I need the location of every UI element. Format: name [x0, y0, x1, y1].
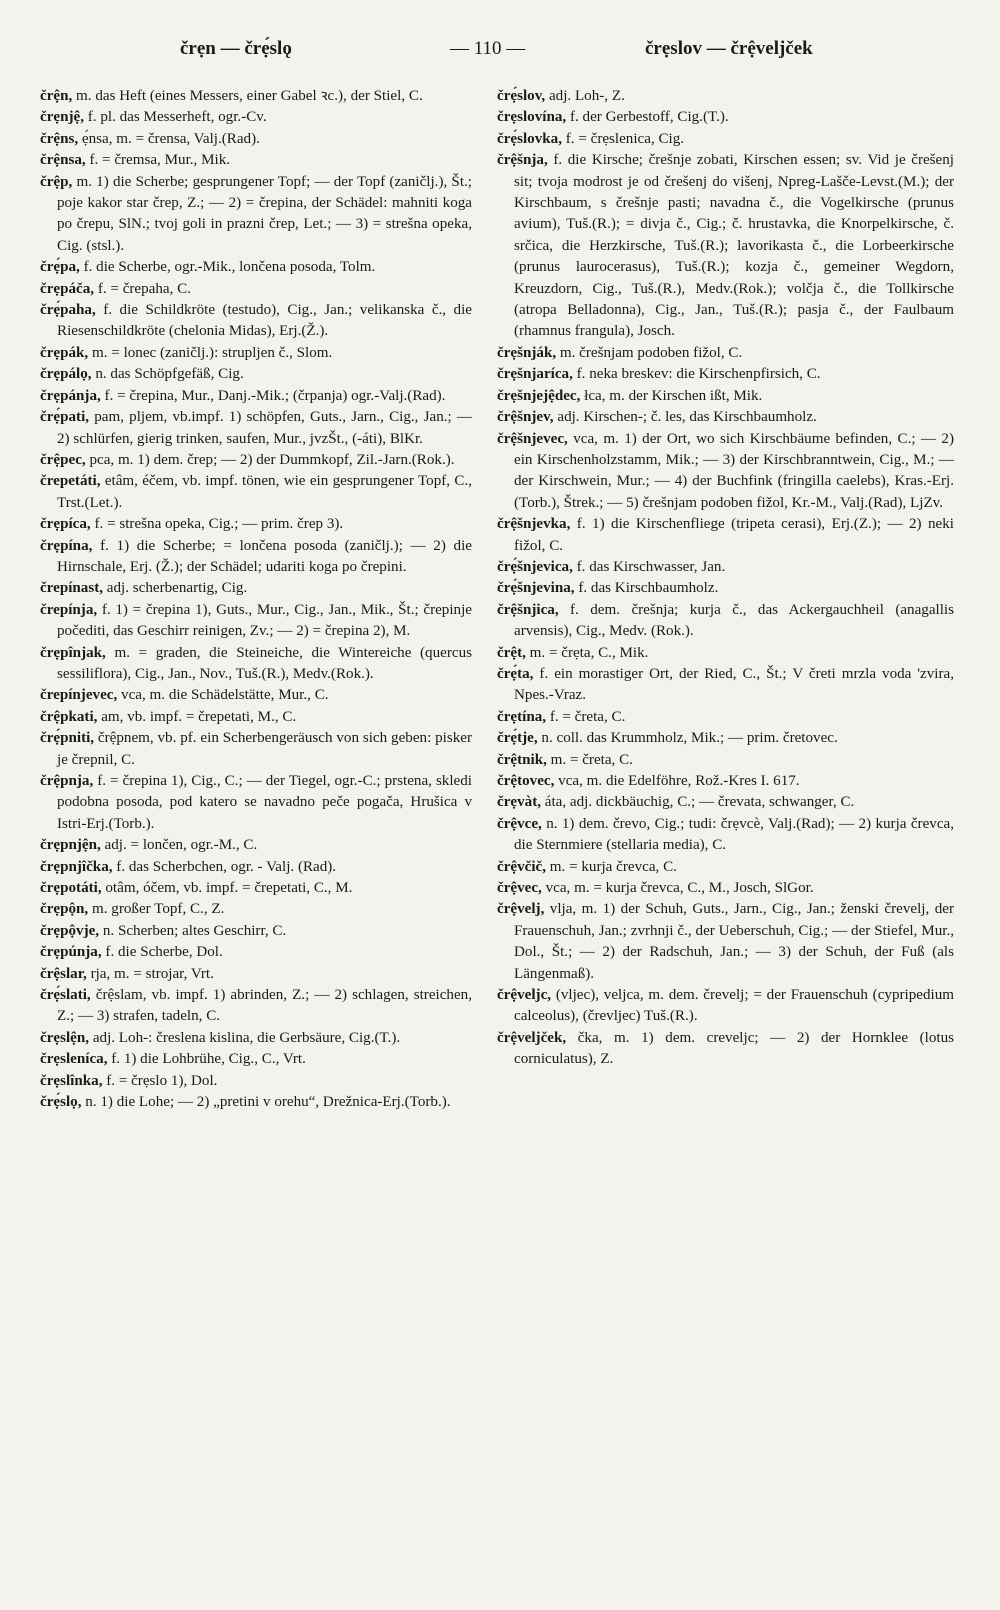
entry-headword: črẹpộvje, [40, 922, 100, 939]
entry-definition: f. die Scherbe, Dol. [101, 944, 223, 961]
entry-headword: črẹpák, [40, 344, 89, 361]
dictionary-entry [40, 771, 472, 835]
entry-definition: (vljec), veljca, m. dem. črevelj; = der Frauenschuh (cypripedium calceolus), (črevljec) Tuš.(R.). [514, 987, 954, 1025]
entry-definition: f. die Scherbe, ogr.-Mik., lončena posoda, Tolm. [79, 259, 376, 276]
entry-definition: f. = črepina 1), Cig., C.; — der Tiegel, ogr.-C.; prstena, skledi podobna posoda, pod katero se navadno peče pogača, Hrušica v Istri-Erj.(Torb.). [57, 773, 472, 832]
dictionary-entry [497, 985, 954, 1028]
dictionary-entry [40, 514, 472, 535]
entry-definition: f. neka breskev: die Kirschenpfirsich, C. [572, 366, 821, 383]
dictionary-entry [40, 857, 472, 878]
entry-definition: f. = črẹslo 1), Dol. [102, 1072, 218, 1089]
dictionary-entry [40, 878, 472, 899]
dictionary-entry [40, 1049, 472, 1070]
entry-definition: f. 1) die Scherbe; = lončena posoda (zaničlj.); — 2) die Hirnschale, Erj. (Ž.); der Schädel; udariti koga po črepini. [57, 537, 472, 575]
entry-definition: f. 1) = črepina 1), Guts., Mur., Cig., Jan., Mik., Št.; črepinje počediti, das Geschirr reinigen, Zv.; — 2) = črepina 2), M. [57, 601, 472, 640]
entry-definition: etâm, éčem, vb. impf. tönen, wie ein gesprungener Topf, C., Trst.(Let.). [57, 473, 472, 511]
entry-definition: łca, m. der Kirschen ißt, Mik. [580, 387, 763, 404]
entry-definition: čka, m. 1) dem. creveljc; — 2) der Hornklee (lotus corniculatus), Z. [514, 1029, 954, 1068]
entry-definition: m. = graden, die Steineiche, die Wintereiche (quercus sessiliflora), Cig., Jan., Nov., Tuš.(R.), Medv.(Rok.). [57, 644, 472, 682]
dictionary-entry [497, 150, 954, 343]
dictionary-entry [40, 600, 472, 643]
entry-definition: n. 1) dem. črevo, Cig.; tudi: črẹvcè, Valj.(Rad); — 2) kurja črevca, die Sternmiere (stellaria media), C. [514, 815, 954, 854]
entry-headword: črệšnjevka, [497, 516, 571, 533]
entry-headword: črẹpína, [40, 537, 93, 554]
dictionary-entry [497, 129, 954, 150]
dictionary-entry [40, 450, 472, 471]
dictionary-entry [497, 600, 954, 643]
dictionary-entry [40, 835, 472, 856]
dictionary-entry [497, 728, 954, 749]
header-left-guideword: črẹn — črẹ́slǫ [180, 38, 292, 59]
entry-definition: m. großer Topf, C., Z. [88, 901, 225, 918]
dictionary-entry [40, 964, 472, 985]
dictionary-entry [497, 557, 954, 578]
entry-definition: f. = čremsa, Mur., Mik. [85, 152, 231, 169]
entry-definition: f. die Kirsche; črešnje zobati, Kirschen essen; sv. Vid je črešenj sit; tvoja modrost je od črešenj do višenj, Npreg-Lašče-Levst.(M.); der Kirschbaum, s črešnje pasti; navadna č., die Vogelkirsche (prunus avium), Tuš.(R.); = divja č., Cig.; č. hrustavka, die Knorpelkirsche, č. srčica, die Herzkirsche, Tuš.(R.); lavorikasta č., die Lorbeerkirsche (prunus laurocerasus), Tuš.(R.); kozja č., gemeiner Wegdorn, Kreuzdorn, Cig., Tuš.(R.), Medv.(Rok.); volčja č., die Tollkirsche (atropa Belladonna), Cig., Jan., Tuš.(R.); pasja č., der Faulbaum (rhamnus frangula), Josch. [514, 152, 954, 340]
entry-headword: črẹ́pati, [40, 409, 90, 426]
entry-headword: črệns, [40, 130, 79, 147]
entry-definition: adj. Loh-, Z. [545, 88, 625, 104]
entry-headword: črệvčič, [497, 858, 547, 875]
entry-headword: črẹpálọ, [40, 366, 92, 383]
dictionary-entry [40, 407, 472, 450]
dictionary-entry [40, 942, 472, 963]
entry-headword: črepínast, [40, 580, 104, 597]
entry-definition: m. črešnjam podoben fižol, C. [556, 344, 743, 361]
entry-headword: črẹslovína, [497, 109, 567, 126]
entry-headword: črẹ́slov, [497, 88, 546, 104]
entry-headword: črepínja, [40, 601, 98, 618]
dictionary-entry [497, 750, 954, 771]
entry-definition: f. = črepina, Mur., Danj.-Mik.; (črpanja) ogr.-Valj.(Rad). [100, 387, 446, 404]
dictionary-entry [497, 578, 954, 599]
entry-definition: f. ein morastiger Ort, der Ried, C., Št.; V čreti mrzla voda 'zvira, Npes.-Vraz. [514, 665, 954, 704]
entry-definition: f. = črepaha, C. [94, 280, 192, 297]
dictionary-entry [40, 343, 472, 364]
dictionary-entry [40, 578, 472, 599]
dictionary-entry [40, 1028, 472, 1049]
entry-headword: črẹvàt, [497, 794, 541, 811]
dictionary-entry [40, 107, 472, 128]
entry-headword: črệpnja, [40, 773, 94, 789]
dictionary-entry [40, 643, 472, 686]
entry-definition: f. dem. črešnja; kurja č., das Ackergauchheil (anagallis arvensis), Cig., Medv. (Rok.). [514, 601, 954, 640]
entry-definition: n. coll. das Krummholz, Mik.; — prim. čretovec. [537, 730, 838, 747]
entry-headword: črẹpînjak, [40, 644, 106, 661]
entry-definition: m. = kurja črevca, C. [546, 858, 677, 875]
entry-definition: áta, adj. dickbäuchig, C.; — črevata, schwanger, C. [541, 794, 855, 811]
dictionary-entry [40, 150, 472, 171]
entry-definition: adj. Kirschen-; č. les, das Kirschbaumholz. [553, 409, 817, 426]
dictionary-entry [497, 857, 954, 878]
entry-headword: črẹpíca, [40, 516, 91, 533]
entry-headword: črẹtína, [497, 708, 547, 725]
entry-definition: f. pl. das Messerheft, ogr.-Cv. [84, 109, 267, 126]
dictionary-entry [40, 921, 472, 942]
entry-headword: črẹslînka, [40, 1072, 103, 1089]
entry-headword: črẹpotáti, [40, 880, 102, 897]
entry-definition: n. Scherben; altes Geschirr, C. [99, 922, 287, 939]
entry-headword: črệvce, [497, 815, 542, 832]
dictionary-entry [497, 707, 954, 728]
dictionary-entry [40, 1092, 472, 1113]
dictionary-entry [40, 172, 472, 258]
entry-definition: m. das Heft (eines Messers, einer Gabel ꝛc.), der Stiel, C. [72, 88, 423, 104]
entry-headword: črepetáti, [40, 473, 101, 490]
dictionary-entry [40, 899, 472, 920]
entry-definition: pam, pljem, vb.impf. 1) schöpfen, Guts., Jarn., Cig., Jan.; — 2) schlürfen, gierig trinken, saufen, Mur., jvzŠt., (-áti), BlKr. [57, 409, 472, 447]
dictionary-entry [497, 429, 954, 515]
entry-definition: am, vb. impf. = črepetati, M., C. [97, 708, 297, 725]
entry-headword: črẹ́tje, [497, 730, 538, 747]
dictionary-entry [497, 643, 954, 664]
page-number: — 110 — [450, 38, 526, 59]
entry-headword: črệšnjevec, [497, 430, 568, 447]
dictionary-entry [40, 707, 472, 728]
entry-headword: črệnsa, [40, 152, 86, 169]
dictionary-entry [497, 86, 954, 107]
entry-definition: f. das Kirschwasser, Jan. [572, 558, 726, 575]
entry-headword: črẹšnjejệdec, [497, 387, 581, 404]
entry-headword: črẹšnjaríca, [497, 366, 573, 383]
entry-definition: f. das Scherbchen, ogr. - Valj. (Rad). [112, 858, 337, 875]
entry-headword: črệp, [40, 173, 73, 190]
dictionary-entry [497, 792, 954, 813]
entry-definition: f. = črẹslenica, Cig. [561, 130, 685, 147]
entry-definition: vca, m. die Edelföhre, Rož.-Kres I. 617. [554, 773, 800, 789]
entry-headword: črệtnik, [497, 751, 547, 768]
dictionary-entry [497, 364, 954, 385]
dictionary-entry [497, 514, 954, 557]
dictionary-entry [497, 107, 954, 128]
entry-definition: f. die Schildkröte (testudo), Cig., Jan.; velikanska č., die Riesenschildkröte (chelonia Midas), Erj.(Ž.). [57, 302, 472, 340]
dictionary-entry [40, 1071, 472, 1092]
dictionary-entry [497, 1028, 954, 1071]
entry-definition: adj. scherbenartig, Cig. [103, 580, 248, 597]
entry-headword: črẹ́slọ, [40, 1094, 82, 1111]
entry-headword: črệvelj, [497, 901, 545, 918]
left-column [40, 86, 472, 1114]
entry-definition: m. = čreta, C. [546, 751, 633, 768]
entry-definition: n. das Schöpfgefäß, Cig. [91, 366, 244, 383]
dictionary-entry [40, 536, 472, 579]
entry-headword: črẹpánja, [40, 387, 101, 404]
page-header [40, 38, 968, 64]
entry-definition: črệpnem, vb. pf. ein Scherbengeräusch von sich geben: pisker je črepnil, C. [57, 730, 472, 768]
entry-headword: črẹpnjện, [40, 837, 101, 854]
entry-definition: f. = čreta, C. [546, 708, 626, 725]
dictionary-entry [497, 664, 954, 707]
entry-definition: rja, m. = strojar, Vrt. [86, 965, 214, 982]
entry-headword: črệpec, [40, 451, 86, 468]
entry-headword: črẹ́slati, [40, 987, 91, 1004]
dictionary-entry [40, 728, 472, 771]
dictionary-entry [497, 407, 954, 428]
entry-definition: vca, m. 1) der Ort, wo sich Kirschbäume befinden, C.; — 2) ein Kirschenholzstamm, Mik.; — 3) der Kirschbranntwein, Cig., M.; — der Kirschwein, Mur.; — 4) der Buchfink (fringilla caelebs), Kras.-Erj. (Torb.), Štrek.; — 5) črešnjam podoben fižol, Kr.-M., Valj.(Rad), LjZv. [514, 430, 954, 511]
entry-definition: f. = strešna opeka, Cig.; — prim. črep 3). [90, 516, 344, 533]
entry-headword: črẹ́pniti, [40, 730, 95, 747]
entry-definition: f. das Kirschbaumholz. [574, 580, 719, 597]
header-right-guideword: črẹslov — črệveljček [645, 38, 813, 59]
entry-headword: črệveljc, [497, 987, 552, 1004]
entry-definition: m. 1) die Scherbe; gesprungener Topf; — der Topf (zaničlj.), Št.; poje kakor star črep, Z.; — 2) = črepina, der Schädel: mahniti koga po črepu, SlN.; tvoj goli in prazni črep, Let.; — 3) = strešna opeka, Cig. (stsl.). [57, 173, 472, 254]
entry-headword: črệšnjica, [497, 601, 559, 618]
dictionary-entry [40, 279, 472, 300]
entry-definition: f. der Gerbestoff, Cig.(T.). [566, 109, 729, 126]
dictionary-entry [40, 129, 472, 150]
dictionary-entry [497, 899, 954, 985]
dictionary-entry [497, 386, 954, 407]
entry-headword: črệveljček, [497, 1029, 567, 1046]
dictionary-entry [497, 771, 954, 792]
entry-headword: črẹpnjîčka, [40, 858, 113, 875]
entry-definition: adj. Loh-: čreslena kislina, die Gerbsäure, Cig.(T.). [89, 1029, 401, 1046]
entry-definition: m. = lonec (zaničlj.): strupljen č., Slom. [88, 344, 333, 361]
entry-headword: črẹ́šnjevica, [497, 558, 573, 575]
dictionary-entry [40, 985, 472, 1028]
entry-headword: črẹpáča, [40, 280, 95, 297]
dictionary-entry [497, 343, 954, 364]
entry-headword: črệvec, [497, 880, 542, 897]
dictionary-entry [40, 86, 472, 107]
dictionary-entry [40, 685, 472, 706]
entry-definition: m. = črẹta, C., Mik. [525, 644, 649, 661]
entry-headword: črẹ́paha, [40, 302, 96, 319]
dictionary-entry [40, 386, 472, 407]
dictionary-entry [40, 364, 472, 385]
entry-headword: črẹ́pa, [40, 259, 80, 276]
entry-definition: vca, m. die Schädelstätte, Mur., C. [117, 687, 329, 704]
entry-headword: črẹslện, [40, 1029, 90, 1046]
entry-headword: črệšnjev, [497, 409, 554, 426]
entry-definition: f. 1) die Lohbrühe, Cig., C., Vrt. [107, 1051, 306, 1068]
entry-headword: črẹnjệ, [40, 109, 84, 126]
entry-definition: n. 1) die Lohe; — 2) „pretini v orehu“, Drežnica-Erj.(Torb.). [81, 1094, 451, 1111]
entry-headword: črệt, [497, 644, 526, 661]
entry-headword: črẹ́slovka, [497, 130, 562, 147]
entry-definition: adj. = lončen, ogr.-M., C. [100, 837, 258, 854]
dictionary-entry [40, 257, 472, 278]
entry-definition: vca, m. = kurja črevca, C., M., Josch, SlGor. [541, 880, 814, 897]
entry-headword: črẹsleníca, [40, 1051, 108, 1068]
entry-headword: črẹ́ta, [497, 665, 534, 682]
entry-definition: ẹ́nsa, m. = črensa, Valj.(Rad). [78, 130, 260, 147]
entry-headword: črệšnja, [497, 152, 548, 169]
dictionary-entry [497, 878, 954, 899]
entry-definition: otâm, óčem, vb. impf. = črepetati, C., M. [101, 880, 353, 897]
entry-headword: črệtovec, [497, 773, 555, 789]
right-column [497, 86, 954, 1071]
entry-headword: črện, [40, 88, 73, 104]
entry-headword: črẹ́šnjevina, [497, 580, 575, 597]
dictionary-entry [40, 471, 472, 514]
entry-definition: vlja, m. 1) der Schuh, Guts., Jarn., Cig., Jan.; ženski črevelj, der Frauenschuh, Jan.; zvrhnji č., der Ueberschuh, Cig.; — der Stiefel, Mur., Dol., Št.; — 2) der Radschuh, Jan.; — 3) der Schuh, der Fuß (als Längenmaß). [514, 901, 954, 982]
entry-headword: črẹšnják, [497, 344, 557, 361]
dictionary-entry [497, 814, 954, 857]
entry-headword: črepínjevec, [40, 687, 118, 704]
entry-definition: črệslam, vb. impf. 1) abrinden, Z.; — 2) schlagen, streichen, Z.; — 3) strafen, tadeln, C. [57, 987, 472, 1025]
entry-headword: črẹpúnja, [40, 944, 102, 961]
entry-definition: f. 1) die Kirschenfliege (tripeta cerasi), Erj.(Z.); — 2) neki fižol, C. [514, 516, 954, 554]
entry-headword: črệpkati, [40, 708, 98, 725]
dictionary-entry [40, 300, 472, 343]
entry-definition: pca, m. 1) dem. črep; — 2) der Dummkopf, Zil.-Jarn.(Rok.). [85, 451, 455, 468]
entry-headword: črệslar, [40, 965, 87, 982]
entry-headword: črẹpộn, [40, 901, 89, 918]
